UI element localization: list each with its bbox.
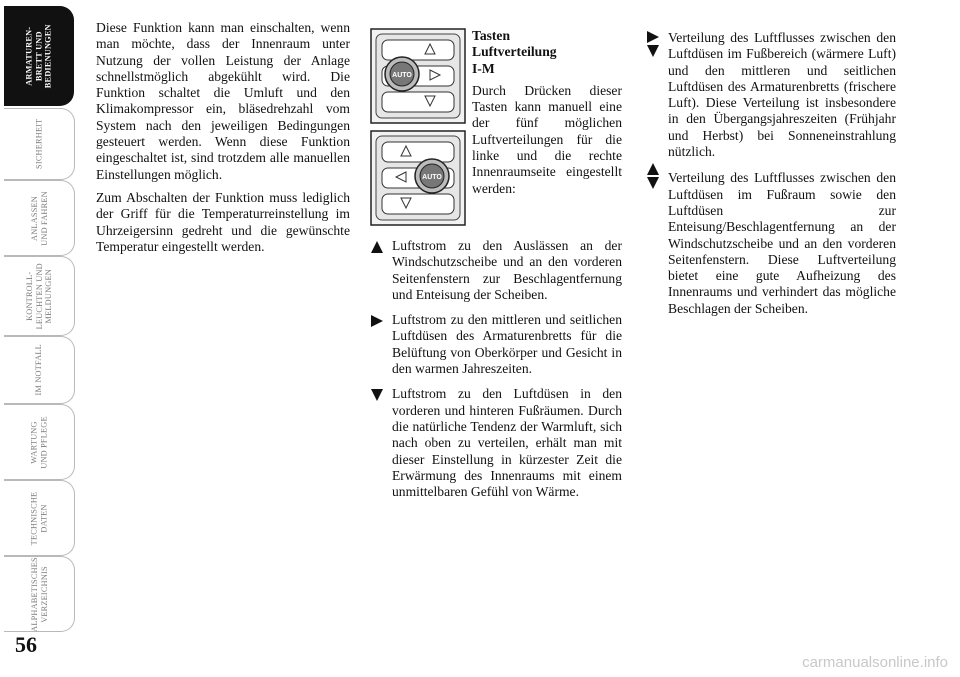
auto-button-label: AUTO [422, 174, 442, 181]
section-heading: Luftverteilung [472, 44, 557, 60]
arrow-right-icon [370, 314, 384, 328]
list-item: Luftstrom zu den Luftdüsen in den vorderen und hinteren Fußräumen. Durch die natürliche Tendenz der Warmluft, sich nach oben zu verteilen, erhält man mit dieser Einstellung in kürzester Zeit die Erwärmung des Innenraums mit einem unmittelbaren Gefühl von Wärme. [370, 386, 622, 500]
column-2-entries [370, 238, 622, 509]
watermark: carmanualsonline.info [802, 654, 948, 671]
page-number: 56 [15, 632, 37, 657]
tab-technische-daten[interactable]: TECHNISCHE DATEN [4, 480, 75, 556]
column-1 [96, 20, 350, 262]
control-panel-left-image [370, 130, 466, 226]
section-heading: Tasten [472, 28, 511, 43]
control-panel-right-image [370, 28, 466, 124]
list-item: Verteilung des Luftflusses zwischen den Luftdüsen im Fußraum sowie den Luftdüsen zur Enteisung/Beschlagentfernung an der Windschutzscheibe und an den vorderen Seitenfenstern. Diese Luftverteilung bietet eine gute Aufheizung des Innenraums und verhindert das mögliche Beschlagen der Scheiben. [646, 170, 896, 317]
arrow-up-icon [370, 240, 384, 254]
tab-im-notfall[interactable]: IM NOTFALL [4, 336, 75, 404]
tab-sicherheit[interactable]: SICHERHEIT [4, 108, 75, 180]
paragraph: Diese Funktion kann man einschalten, wenn man möchte, dass der Innenraum unter Nutzung der vollen Leistung der Anlage schnellstmöglich abgekühlt wird. Die Funktion schaltet die Umluft und den Klimakompressor ein, bläsedrehzahl vom System nach den jeweiligen Bedingungen gesteuert werden. Wenn diese Funktion eingeschaltet ist, sind trotzdem alle manuellen Einstellungen möglich. [96, 20, 350, 182]
auto-button-label: AUTO [392, 72, 412, 79]
chapter-sidebar [0, 0, 78, 677]
list-item: Luftstrom zu den Auslässen an der Windschutzscheibe und an den vorderen Seitenfenstern zur Beschlagentfernung und Enteisung der Scheiben. [370, 238, 622, 303]
tab-wartung[interactable]: WARTUNG UND PFLEGE [4, 404, 75, 480]
list-item: Luftstrom zu den mittleren und seitlichen Luftdüsen des Armaturenbretts für die Belüftung von Oberkörper und Gesicht in den warmen Jahreszeiten. [370, 312, 622, 377]
intro-paragraph: Durch Drücken dieser Tasten kann manuell eine der fünf möglichen Luftverteilungen für die linke und die rechte Innenraumseite eingestellt werden: [472, 82, 622, 196]
tab-anlassen[interactable]: ANLASSEN UND FAHREN [4, 180, 75, 256]
tab-verzeichnis[interactable]: ALPHABETISCHES VERZEICHNIS [4, 556, 75, 632]
arrow-right-down-icon [646, 30, 660, 58]
arrow-up-down-icon [646, 162, 660, 190]
paragraph: Zum Abschalten der Funktion muss lediglich der Griff für die Temperaturreinstellung im Uhrzeigersinn gedreht und die gewünschte Temperatur eingestellt werden. [96, 189, 350, 254]
list-item: Verteilung des Luftflusses zwischen den Luftdüsen im Fußbereich (wärmere Luft) und den mittleren und seitlichen Luftdüsen des Armaturenbretts (frischere Luft). Diese Verteilung ist insbesondere in den Übergangsjahreszeiten (Frühjahr und Herbst) bei Sonneneinstrahlung nützlich. [646, 30, 896, 160]
column-3-entries [646, 30, 896, 326]
section-heading: I-M [472, 60, 495, 76]
section-luftverteilung [472, 28, 622, 201]
tab-armaturenbrett[interactable]: ARMATUREN- BRETT UND BEDIENUNGEN [4, 6, 74, 106]
tab-kontrollleuchten[interactable]: KONTROLL- LEUCHTEN UND MELDUNGEN [4, 256, 75, 336]
arrow-down-icon [370, 388, 384, 402]
